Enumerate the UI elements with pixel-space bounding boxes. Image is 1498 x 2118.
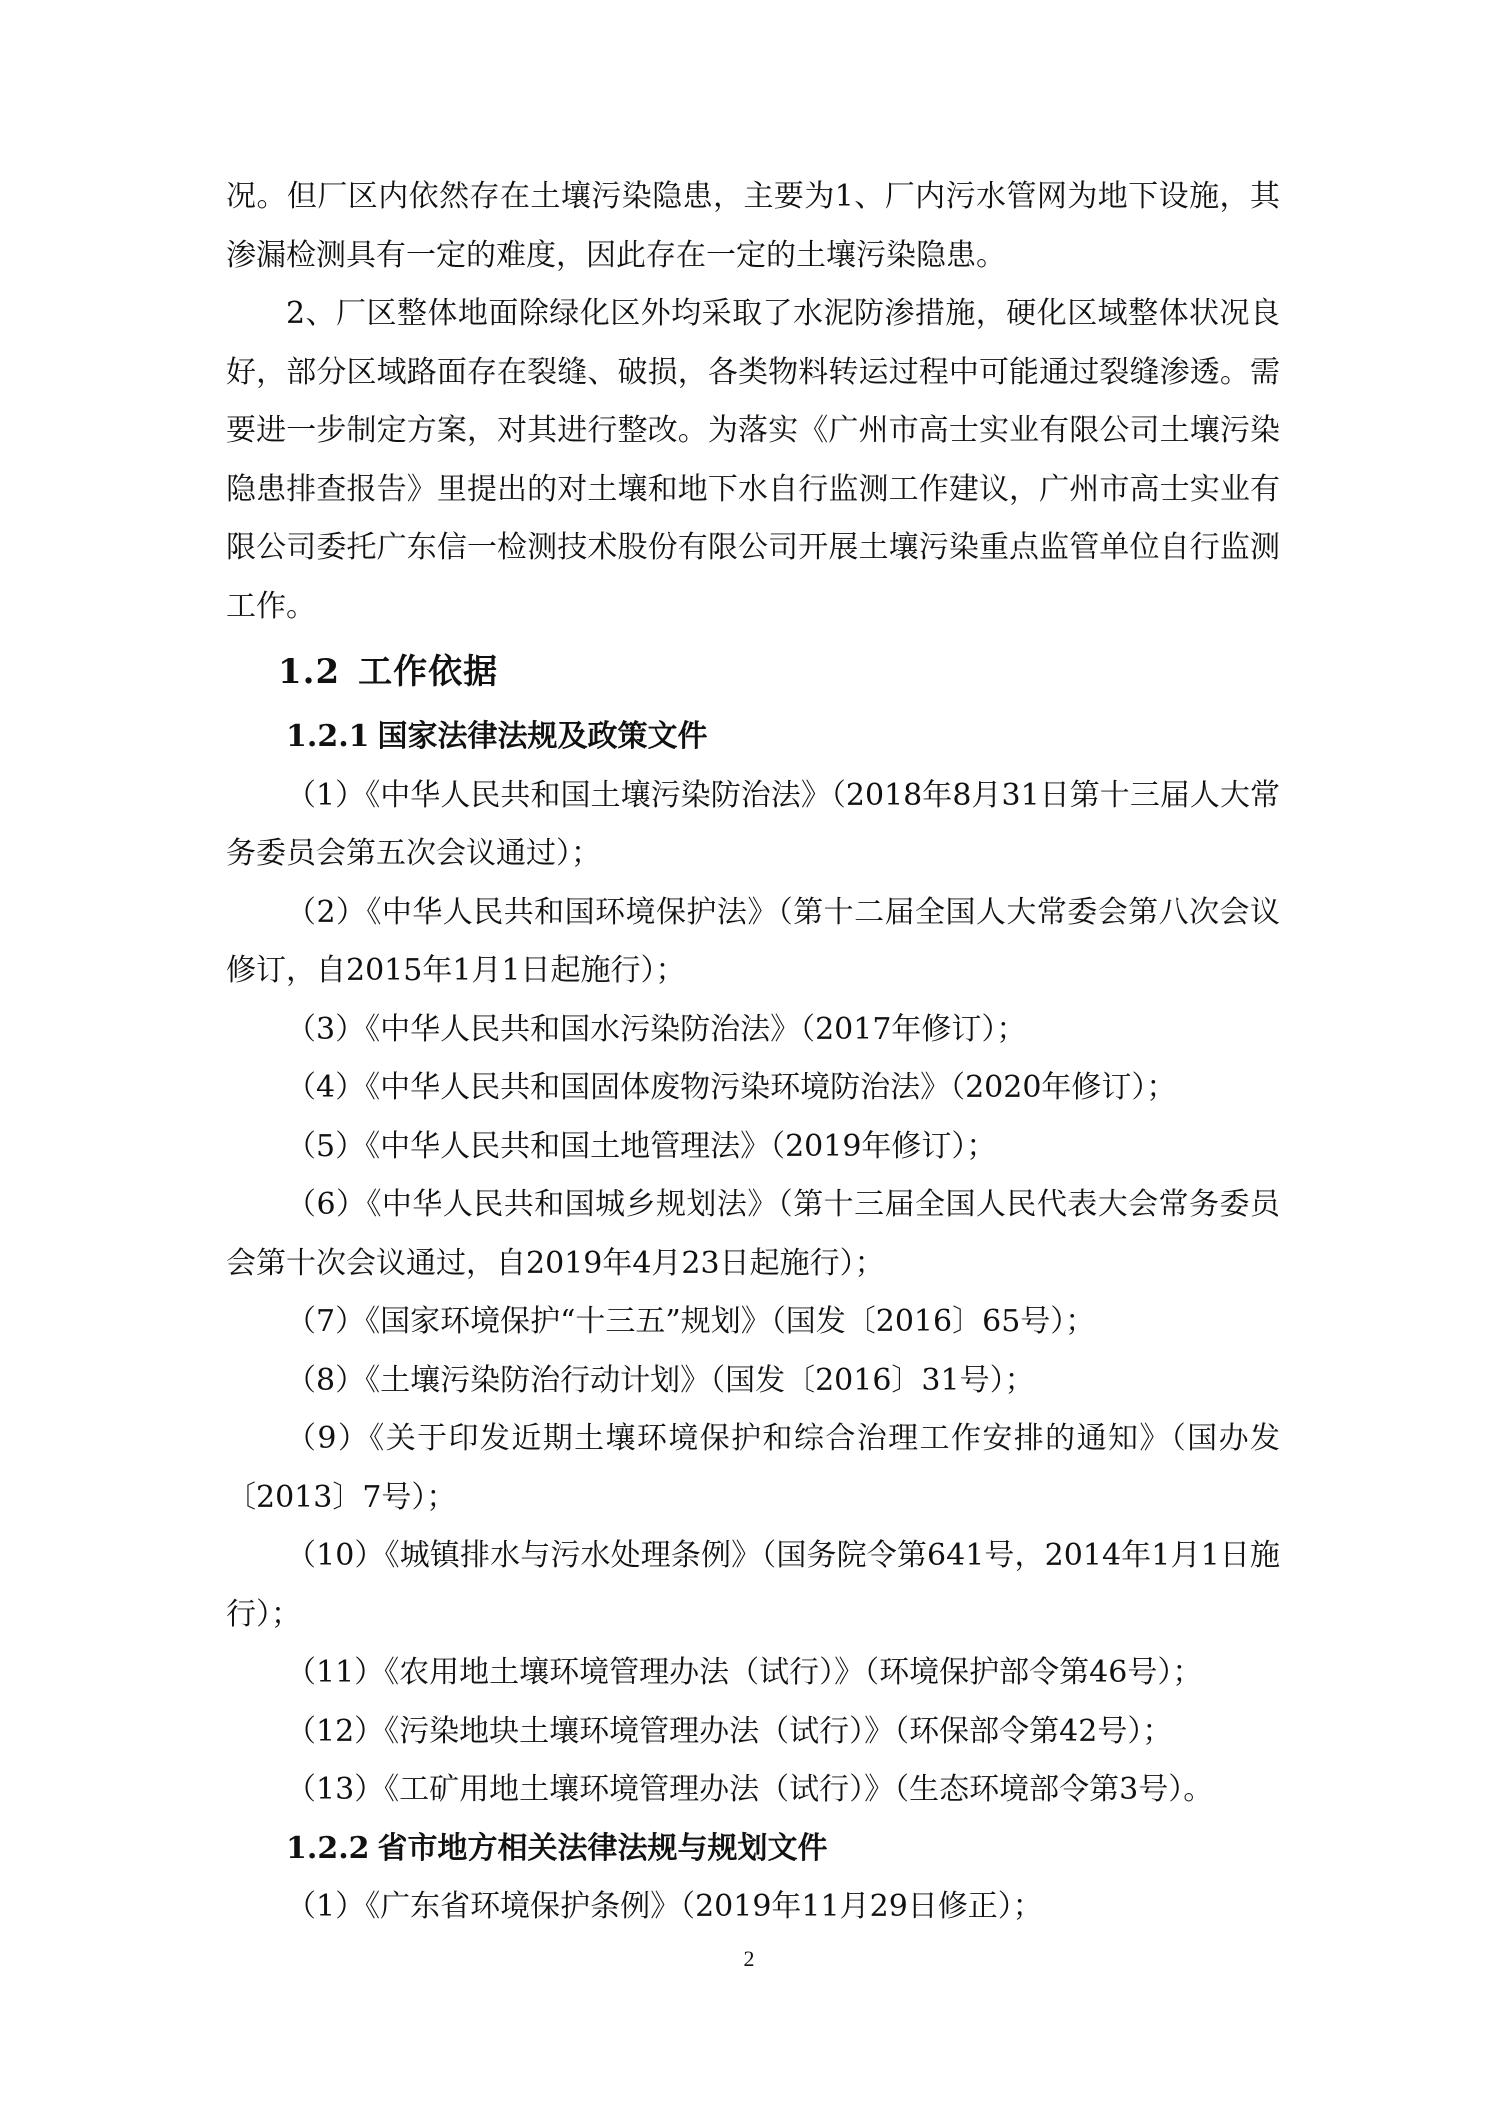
section-heading [278, 642, 1280, 702]
list-item: （1）《中华人民共和国土壤污染防治法》（2018年8月31日第十三届人大常务委员会第五次会议通过）； [226, 777, 1280, 871]
section-number: 1.2 [278, 652, 341, 692]
list-item: （6）《中华人民共和国城乡规划法》（第十三届全国人民代表大会常务委员会第十次会议通过，自2019年4月23日起施行）； [226, 1187, 1280, 1281]
list-item: （5）《中华人民共和国土地管理法》（2019年修订）； [286, 1128, 997, 1164]
list-item: （3）《中华人民共和国水污染防治法》（2017年修订）； [286, 1011, 1027, 1047]
document-page [226, 168, 1280, 1937]
law-list-provincial [226, 1878, 1280, 1937]
intro-paragraph-2: 2、厂区整体地面除绿化区外均采取了水泥防渗措施，硬化区域整体状况良好，部分区域路面存在裂缝、破损，各类物料转运过程中可能通过裂缝渗透。需要进一步制定方案，对其进行整改。为落实《广州市高士实业有限公司土壤污染隐患排查报告》里提出的对土壤和地下水自行监测工作建议，广州市高士实业有限公司委托广东信一检测技术股份有限公司开展土壤污染重点监管单位自行监测工作。 [226, 296, 1280, 624]
list-item: （12）《污染地块土壤环境管理办法（试行）》（环保部令第42号）； [286, 1713, 1173, 1749]
subsection-number: 1.2.2 [286, 1830, 370, 1866]
list-item: （1）《广东省环境保护条例》（2019年11月29日修正）； [286, 1889, 1043, 1924]
law-list-national [226, 767, 1280, 1820]
subsection-heading-1 [286, 708, 1280, 767]
list-item: （13）《工矿用地土壤环境管理办法（试行）》（生态环境部令第3号）。 [286, 1772, 1214, 1807]
page-number: 2 [743, 1946, 755, 1971]
list-item: （2）《中华人民共和国环境保护法》（第十二届全国人大常委会第八次会议修订，自2015年1月1日起施行）； [226, 894, 1280, 988]
list-item: （9）《关于印发近期土壤环境保护和综合治理工作安排的通知》（国办发〔2013〕7号）； [226, 1421, 1280, 1515]
subsection-title: 国家法律法规及政策文件 [377, 719, 708, 754]
list-item: （8）《土壤污染防治行动计划》（国发〔2016〕31号）； [286, 1362, 1035, 1398]
intro-paragraph-1: 况。但厂区内依然存在土壤污染隐患，主要为1、厂内污水管网为地下设施，其渗漏检测具有一定的难度，因此存在一定的土壤污染隐患。 [226, 179, 1280, 273]
list-item: （11）《农用地土壤环境管理办法（试行）》（环境保护部令第46号）； [286, 1655, 1203, 1690]
list-item: （7）《国家环境保护“十三五”规划》（国发〔2016〕65号）； [286, 1304, 1096, 1339]
list-item: （10）《城镇排水与污水处理条例》（国务院令第641号，2014年1月1日施行）； [226, 1538, 1280, 1632]
subsection-number: 1.2.1 [286, 719, 370, 754]
subsection-heading-2 [286, 1820, 1280, 1879]
list-item: （4）《中华人民共和国固体废物污染环境防治法》（2020年修订）； [286, 1070, 1177, 1105]
subsection-title: 省市地方相关法律法规与规划文件 [377, 1830, 828, 1866]
section-title: 工作依据 [358, 652, 499, 692]
